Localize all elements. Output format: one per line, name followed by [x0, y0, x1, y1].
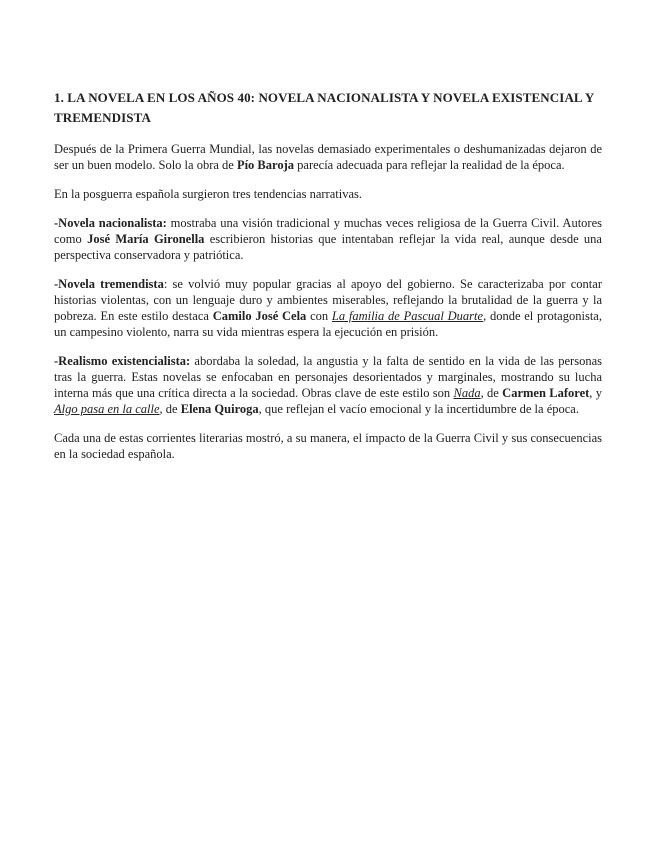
paragraph-text: con	[306, 309, 332, 323]
work-title: Algo pasa en la calle	[54, 402, 160, 416]
paragraph-novela-tremendista	[54, 276, 602, 340]
paragraph-text: escribieron historias que intentaban reflejar la vida real, aunque desde una perspectiva conservadora y patriótica.	[54, 232, 602, 262]
paragraph-text: abordaba la soledad, la angustia y la falta de sentido en la vida de las personas tras la guerra. Estas novelas se enfocaban en personajes desorientados y marginales, mostrando su lucha interna más que una crítica directa a la sociedad. Obras clave de este estilo son	[54, 354, 602, 400]
work-title: Nada	[453, 386, 481, 400]
paragraph-text: , y	[589, 386, 602, 400]
term-label: -Novela nacionalista:	[54, 216, 167, 230]
paragraph-intro	[54, 141, 602, 173]
paragraph-text: , donde el protagonista, un campesino violento, narra su vida mientras espera la ejecución en prisión.	[54, 309, 602, 339]
paragraph-text: parecía adecuada para reflejar la realidad de la época.	[294, 158, 565, 172]
author-name: Camilo José Cela	[212, 309, 307, 323]
author-name: José María Gironella	[87, 232, 205, 246]
paragraph-text: , que reflejan el vacío emocional y la incertidumbre de la época.	[258, 402, 579, 416]
term-label: -Novela tremendista	[54, 277, 164, 291]
author-name: Carmen Laforet	[502, 386, 590, 400]
paragraph-text: , de	[480, 386, 503, 400]
author-name: Pío Baroja	[236, 158, 295, 172]
paragraph-text: Después de la Primera Guerra Mundial, las novelas demasiado experimentales o deshumanizadas dejaron de ser un buen modelo. Solo la obra de	[54, 142, 602, 172]
paragraph-tendencias: En la posguerra española surgieron tres tendencias narrativas.	[54, 187, 362, 201]
paragraph-conclusion: Cada una de estas corrientes literarias mostró, a su manera, el impacto de la Guerra Civil y sus consecuencias en la sociedad española.	[54, 431, 602, 461]
section-heading: 1. LA NOVELA EN LOS AÑOS 40: NOVELA NACIONALISTA Y NOVELA EXISTENCIAL Y TREMENDISTA	[54, 90, 594, 125]
paragraph-text: : se volvió muy popular gracias al apoyo del gobierno. Se caracterizaba por contar historias violentas, con un lenguaje duro y ambientes miserables, reflejando la brutalidad de la guerra y la pobreza. En este estilo destaca	[54, 277, 602, 323]
author-name: Elena Quiroga	[180, 402, 259, 416]
document-page	[54, 88, 602, 475]
term-label: -Realismo existencialista:	[54, 354, 191, 368]
work-title: La familia de Pascual Duarte	[331, 309, 484, 323]
paragraph-text: mostraba una visión tradicional y muchas veces religiosa de la Guerra Civil. Autores como	[54, 216, 602, 246]
paragraph-novela-nacionalista	[54, 215, 602, 263]
paragraph-text: , de	[159, 402, 181, 416]
paragraph-realismo-existencialista	[54, 353, 602, 417]
